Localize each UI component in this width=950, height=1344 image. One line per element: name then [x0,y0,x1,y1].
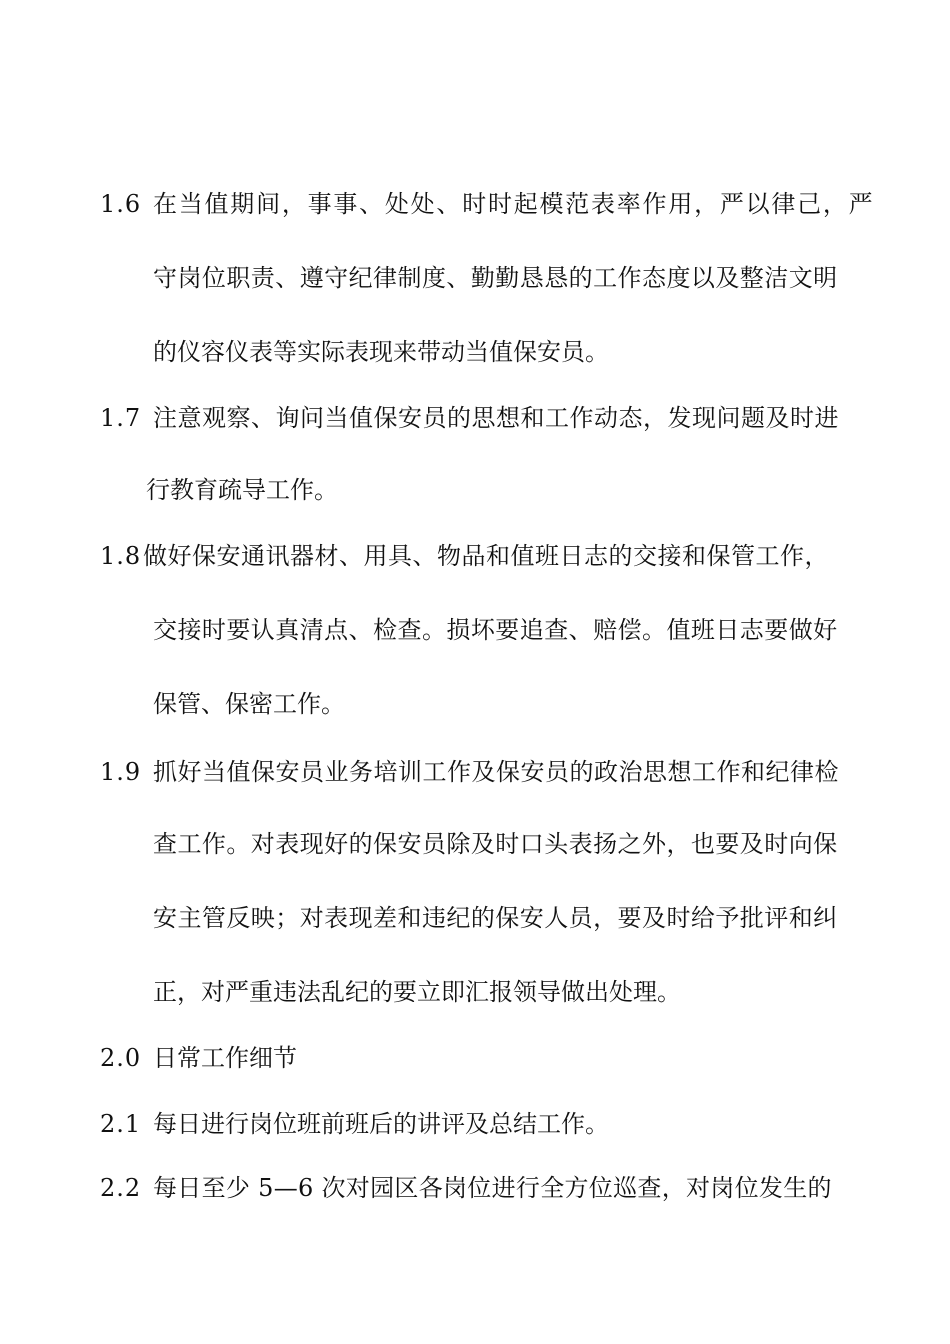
paragraph-line: 行教育疏导工作。 [146,476,338,504]
paragraph-line: 抓好当值保安员业务培训工作及保安员的政治思想工作和纪律检 [153,758,839,786]
paragraph-line: 每日至少 5—6 次对园区各岗位进行全方位巡查，对岗位发生的 [153,1174,832,1202]
section-heading: 日常工作细节 [153,1044,297,1072]
paragraph-line: 做好保安通讯器材、用具、物品和值班日志的交接和保管工作， [143,542,829,570]
section-number: 2.1 [100,1110,142,1138]
paragraph-line: 注意观察、询问当值保安员的思想和工作动态，发现问题及时进 [153,404,839,432]
section-number: 1.9 [100,758,142,786]
section-number: 1.6 [100,190,142,218]
paragraph-line: 正，对严重违法乱纪的要立即汇报领导做出处理。 [153,978,681,1006]
paragraph-line: 的仪容仪表等实际表现来带动当值保安员。 [153,338,609,366]
paragraph-line: 安主管反映；对表现差和违纪的保安人员，要及时给予批评和纠 [153,904,838,932]
section-number: 2.2 [100,1174,142,1202]
section-number: 1.8 [100,542,142,570]
paragraph-line: 保管、保密工作。 [153,690,345,718]
section-number: 2.0 [100,1044,142,1072]
paragraph-line: 在 当 值 期 间 ， 事 事 、 处 处 、 时 时 起 模 范 表 率 作 用 ， 严 以 律 己 ， 严 [153,190,873,218]
paragraph-line: 每日进行岗位班前班后的讲评及总结工作。 [153,1110,609,1138]
section-number: 1.7 [100,404,142,432]
paragraph-line: 守岗位职责、遵守纪律制度、勤勤恳恳的工作态度以及整洁文明 [153,264,838,292]
paragraph-line: 交接时要认真清点、检查。损坏要追查、赔偿。值班日志要做好 [153,616,838,644]
paragraph-line: 查工作。对表现好的保安员除及时口头表扬之外，也要及时向保 [153,830,838,858]
